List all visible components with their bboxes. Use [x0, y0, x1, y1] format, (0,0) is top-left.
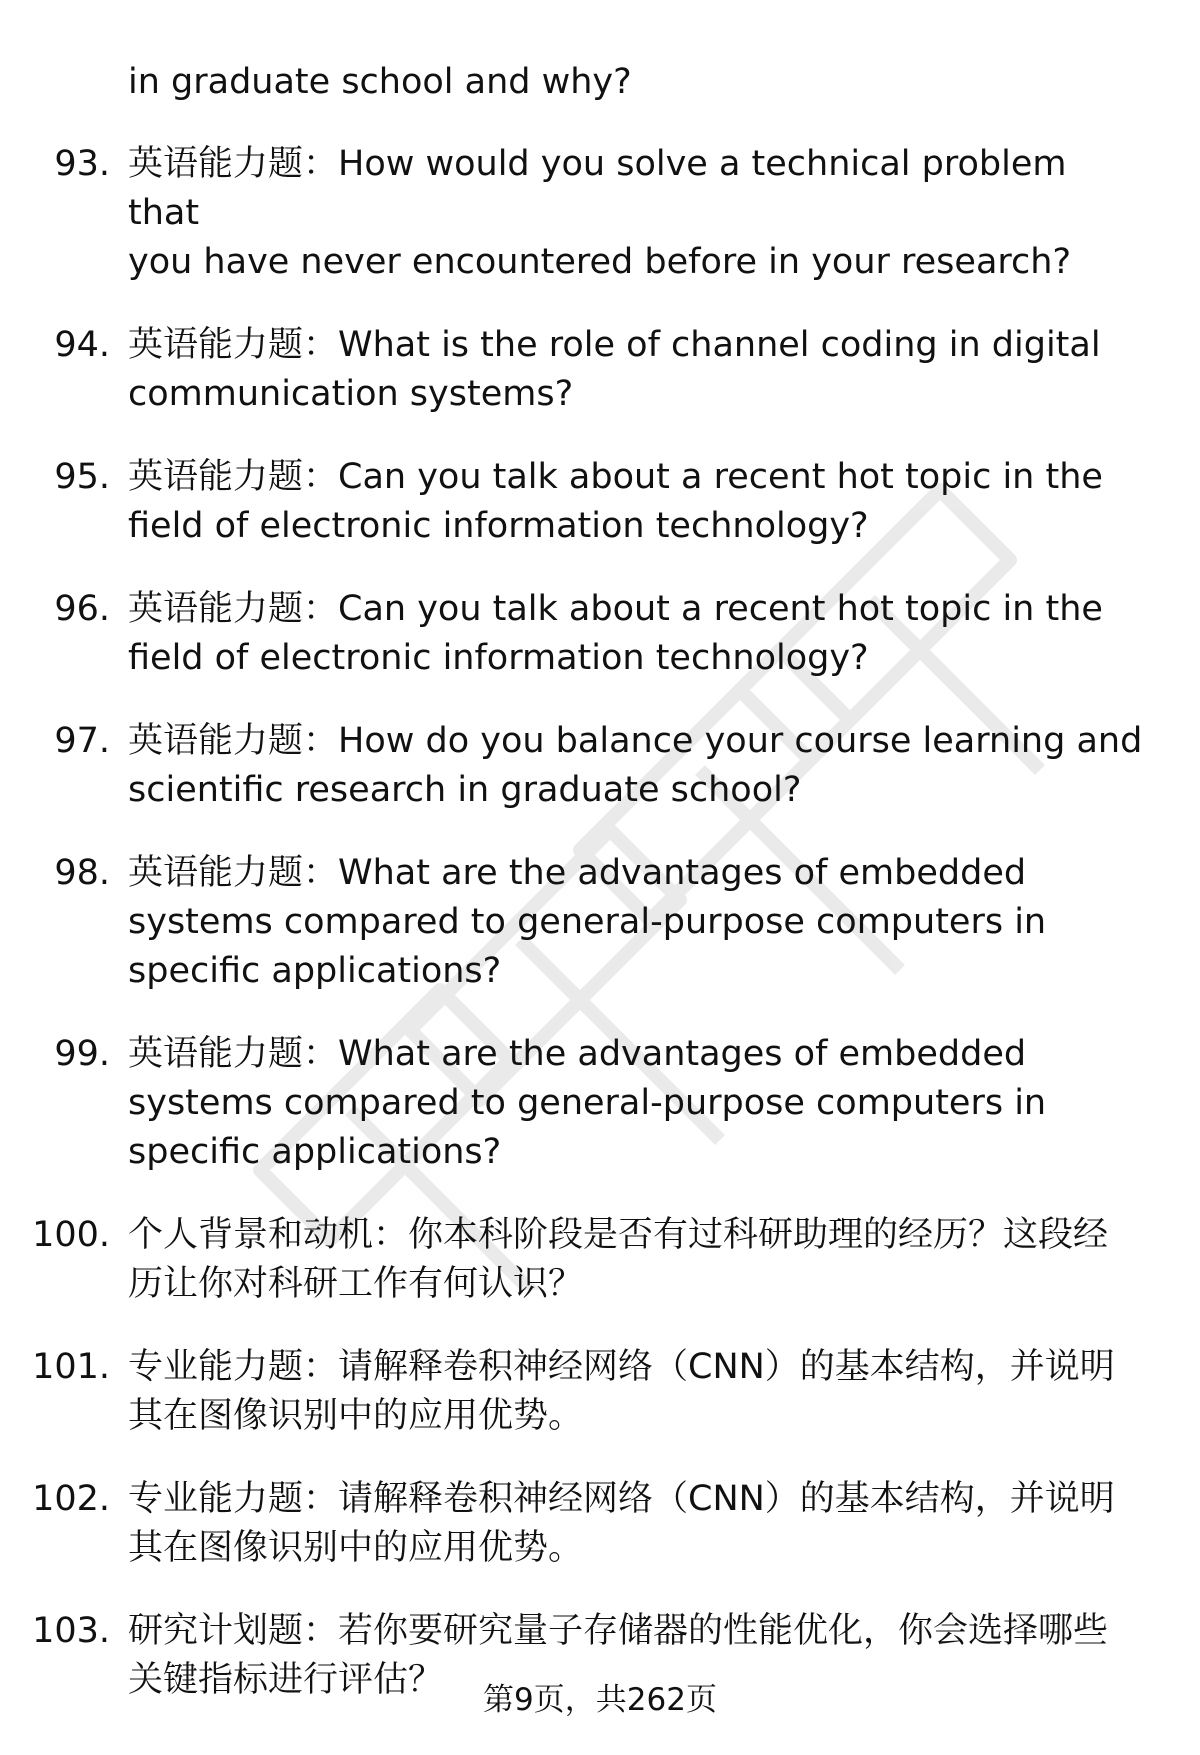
question-list [0, 140, 1200, 1739]
question-number: 93. [54, 144, 110, 184]
question-text: 个人背景和动机：你本科阶段是否有过科研助理的经历？这段经 历让你对科研工作有何认识？ [128, 1215, 1109, 1304]
question-item [0, 1343, 1200, 1441]
question-item [0, 453, 1200, 551]
question-item [0, 1211, 1200, 1309]
question-number: 98. [54, 853, 110, 893]
question-number: 95. [54, 457, 110, 497]
question-number: 102. [32, 1479, 110, 1519]
question-number: 103. [32, 1611, 110, 1651]
question-number: 99. [54, 1034, 110, 1074]
question-text: 英语能力题：How would you solve a technical problem that you have never encountered before in your research? [128, 144, 1072, 282]
question-text: 英语能力题：What are the advantages of embedded systems compared to general-purpose computers in specific applications? [128, 853, 1047, 991]
question-item [0, 321, 1200, 419]
question-item [0, 849, 1200, 996]
question-item [0, 140, 1200, 287]
question-text: 英语能力题：How do you balance your course learning and scientific research in graduate school? [128, 721, 1143, 810]
page-footer: 第9页，共262页 [483, 1682, 717, 1718]
question-text: 专业能力题：请解释卷积神经网络（CNN）的基本结构，并说明 其在图像识别中的应用优势。 [128, 1347, 1115, 1436]
question-item [0, 717, 1200, 815]
question-number: 96. [54, 589, 110, 629]
question-item [0, 1475, 1200, 1573]
carryover-line: in graduate school and why? [128, 62, 632, 102]
question-item [0, 585, 1200, 683]
question-number: 100. [32, 1215, 110, 1255]
question-text: 英语能力题：What is the role of channel coding in digital communication systems? [128, 325, 1101, 414]
question-text: 英语能力题：What are the advantages of embedded systems compared to general-purpose computers in specific applications? [128, 1034, 1047, 1172]
question-text: 专业能力题：请解释卷积神经网络（CNN）的基本结构，并说明 其在图像识别中的应用优势。 [128, 1479, 1115, 1568]
question-item [0, 1030, 1200, 1177]
question-number: 94. [54, 325, 110, 365]
question-text: 英语能力题：Can you talk about a recent hot topic in the field of electronic information technology? [128, 457, 1103, 546]
question-number: 101. [32, 1347, 110, 1387]
question-number: 97. [54, 721, 110, 761]
question-text: 英语能力题：Can you talk about a recent hot topic in the field of electronic information technology? [128, 589, 1103, 678]
question-text: 研究计划题：若你要研究量子存储器的性能优化，你会选择哪些 关键指标进行评估？ [128, 1611, 1109, 1700]
